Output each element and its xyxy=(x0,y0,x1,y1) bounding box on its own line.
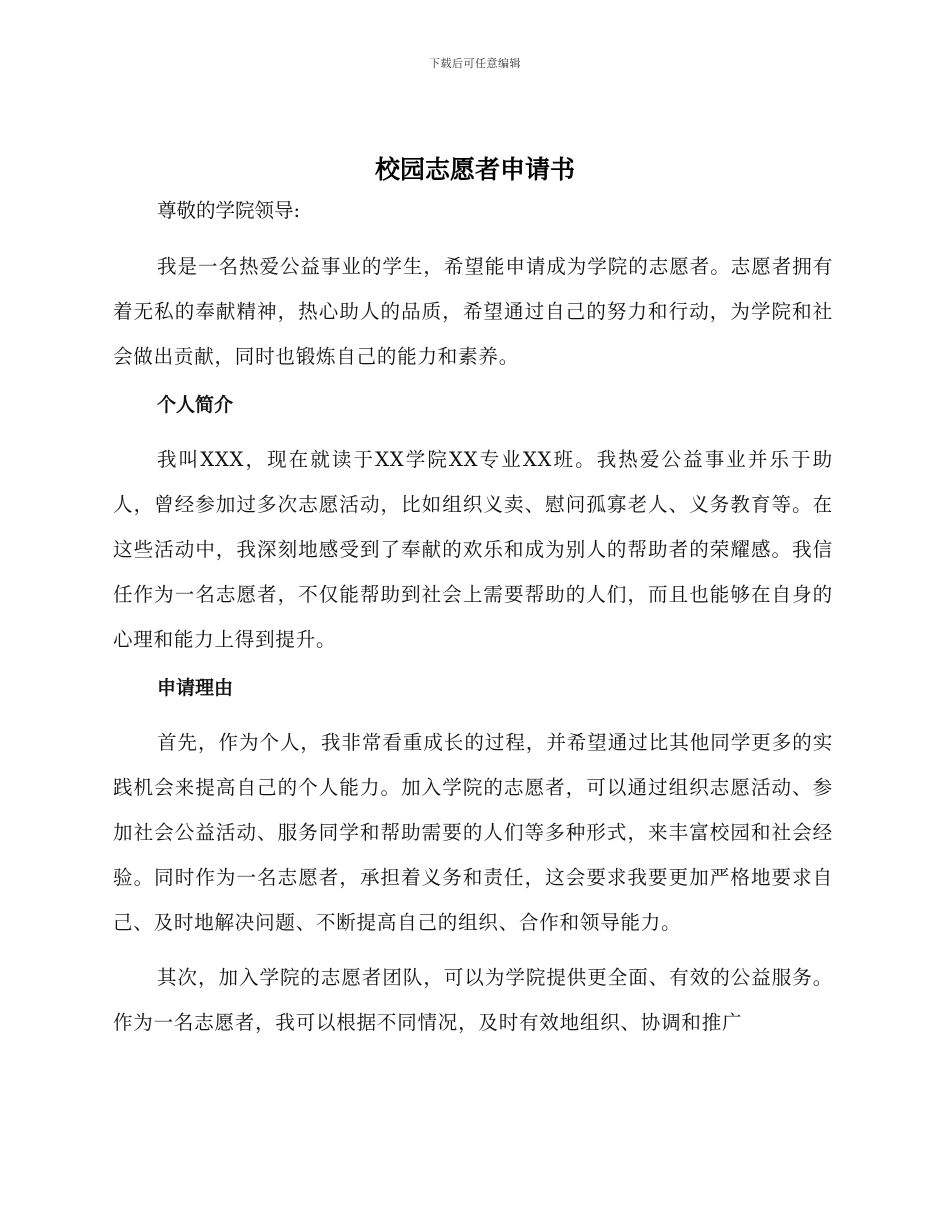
document-body xyxy=(113,195,833,1055)
section-heading: 个人简介 xyxy=(157,394,234,416)
section-heading: 申请理由 xyxy=(157,677,234,699)
salutation: 尊敬的学院领导: xyxy=(157,199,301,222)
section-paragraph: 首先，作为个人，我非常看重成长的过程，并希望通过比其他同学更多的实践机会来提高自己的个人能力。加入学院的志愿者，可以通过组织志愿活动、参加社会公益活动、服务同学和帮助需要的人们等多种形式，来丰富校园和社会经验。同时作为一名志愿者，承担着义务和责任，这会要求我要更加严格地要求自己、及时地解决问题、不断提高自己的组织、合作和领导能力。 xyxy=(113,731,833,934)
header-note: 下载后可任意编辑 xyxy=(429,57,521,70)
section-application-reason xyxy=(113,672,833,1045)
intro-paragraph: 我是一名热爱公益事业的学生，希望能申请成为学院的志愿者。志愿者拥有着无私的奉献精神，热心助人的品质，希望通过自己的努力和行动，为学院和社会做出贡献，同时也锻炼自己的能力和素养。 xyxy=(113,255,833,368)
section-paragraph: 其次，加入学院的志愿者团队，可以为学院提供更全面、有效的公益服务。作为一名志愿者，我可以根据不同情况，及时有效地组织、协调和推广 xyxy=(113,966,833,1034)
section-personal-profile xyxy=(113,389,833,662)
document-title: 校园志愿者申请书 xyxy=(374,155,575,184)
section-paragraph: 我叫XXX，现在就读于XX学院XX专业XX班。我热爱公益事业并乐于助人，曾经参加过多次志愿活动，比如组织义卖、慰问孤寡老人、义务教育等。在这些活动中，我深刻地感受到了奉献的欢乐和成为别人的帮助者的荣耀感。我信任作为一名志愿者，不仅能帮助到社会上需要帮助的人们，而且也能够在自身的心理和能力上得到提升。 xyxy=(113,448,833,651)
